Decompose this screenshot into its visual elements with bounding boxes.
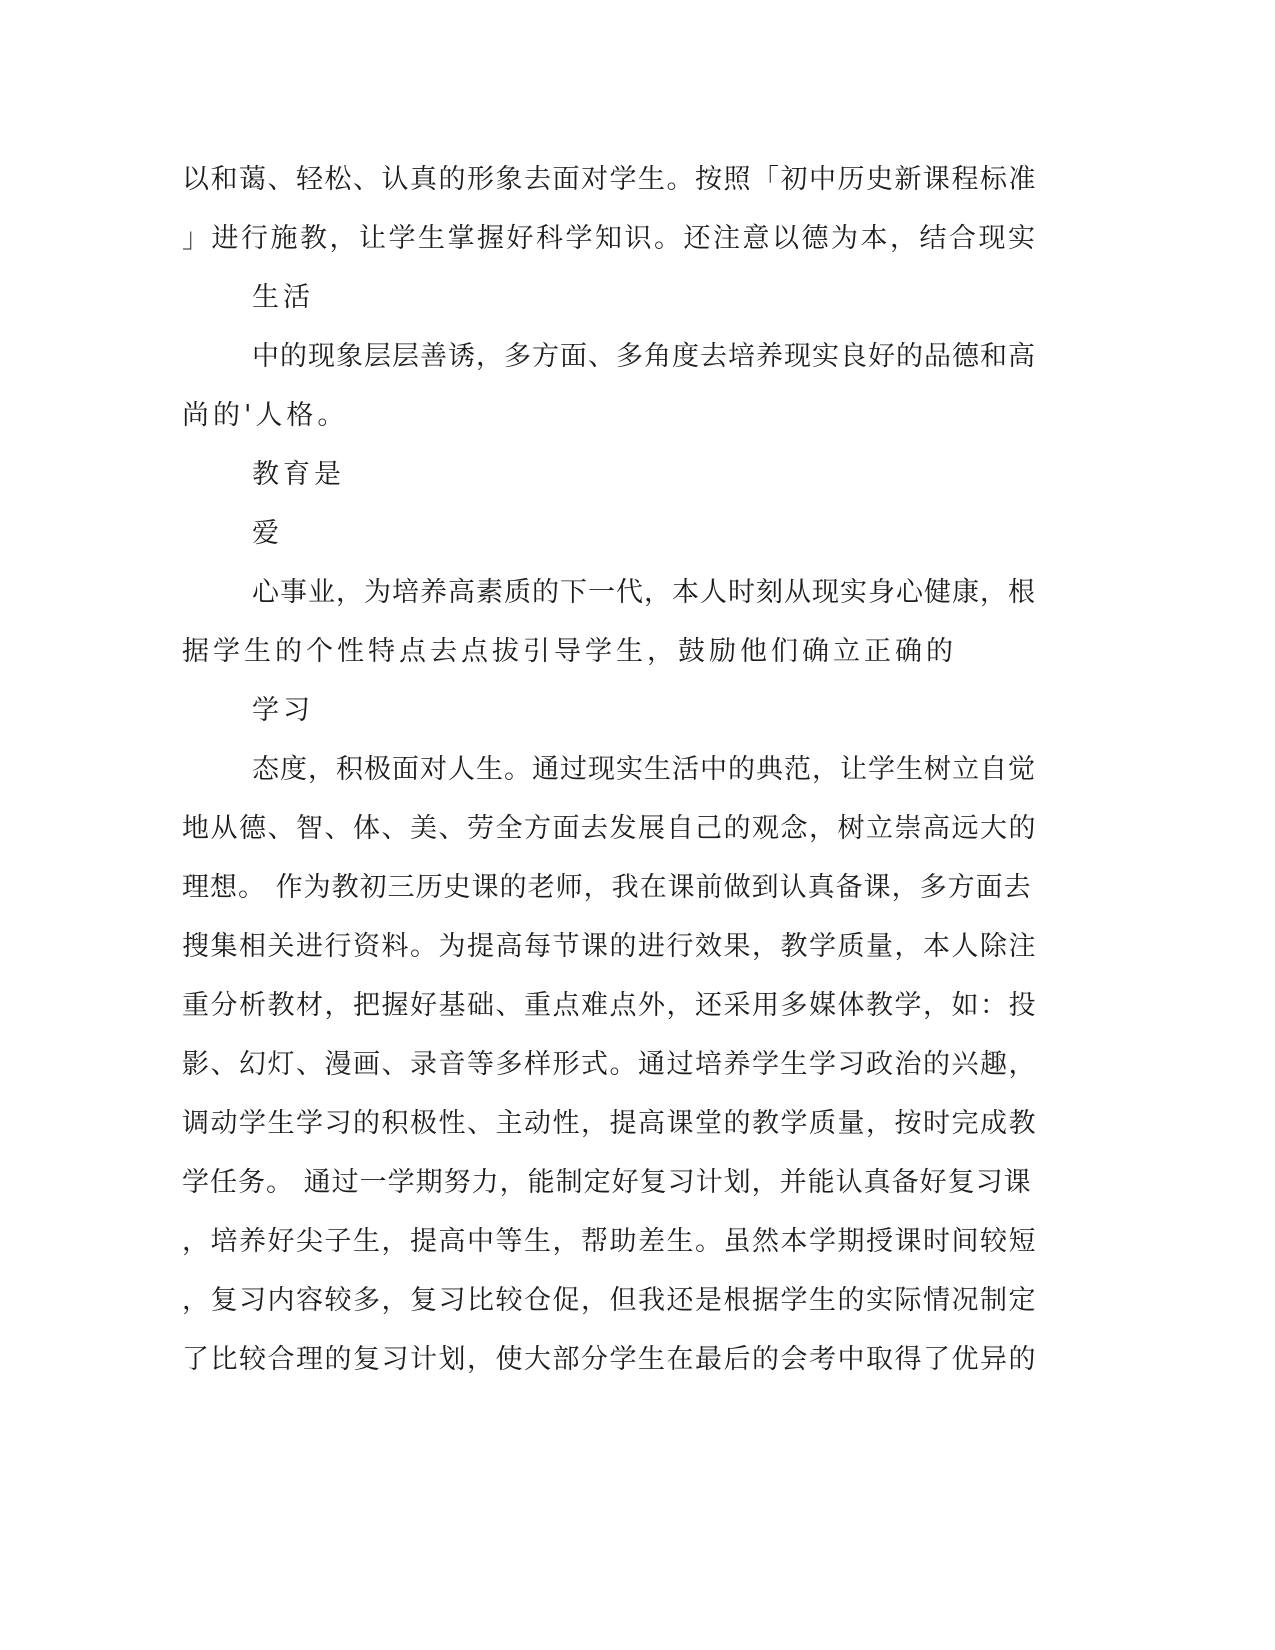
text-line: ，培养好尖子生，提高中等生，帮助差生。虽然本学期授课时间较短	[182, 1226, 1037, 1257]
text-line: 学习	[252, 695, 314, 726]
text-line: 地从德、智、体、美、劳全方面去发展自己的观念，树立崇高远大的	[182, 813, 1037, 844]
text-line: 生活	[252, 282, 314, 313]
text-line: 教育是	[252, 459, 345, 490]
text-line: 态度，积极面对人生。通过现实生活中的典范，让学生树立自觉	[252, 754, 1036, 785]
text-line: 重分析教材，把握好基础、重点难点外，还采用多媒体教学，如：投	[182, 990, 1037, 1021]
text-line: 以和蔼、轻松、认真的形象去面对学生。按照「初中历史新课程标准	[182, 164, 1037, 195]
text-line: 影、幻灯、漫画、录音等多样形式。通过培养学生学习政治的兴趣，	[182, 1049, 1037, 1080]
text-line: 调动学生学习的积极性、主动性，提高课堂的教学质量，按时完成教	[182, 1108, 1037, 1139]
text-line: 」进行施教，让学生掌握好科学知识。还注意以德为本，结合现实	[182, 223, 1038, 254]
text-line: 学任务。 通过一学期努力，能制定好复习计划，并能认真备好复习课	[182, 1167, 1032, 1198]
text-line: 搜集相关进行资料。为提高每节课的进行效果，教学质量，本人除注	[182, 931, 1037, 962]
text-line: 了比较合理的复习计划，使大部分学生在最后的会考中取得了优异的	[182, 1344, 1037, 1375]
text-line: 爱	[252, 518, 283, 549]
text-line: 心事业，为培养高素质的下一代，本人时刻从现实身心健康，根	[252, 577, 1036, 608]
text-line: 中的现象层层善诱，多方面、多角度去培养现实良好的品德和高	[252, 341, 1036, 372]
text-line: 据学生的个性特点去点拔引导学生，鼓励他们确立正确的	[182, 636, 957, 667]
text-line: 尚的'人格。	[182, 400, 349, 431]
text-line: ，复习内容较多，复习比较仓促，但我还是根据学生的实际情况制定	[182, 1285, 1037, 1316]
text-line: 理想。 作为教初三历史课的老师，我在课前做到认真备课，多方面去	[182, 872, 1032, 903]
